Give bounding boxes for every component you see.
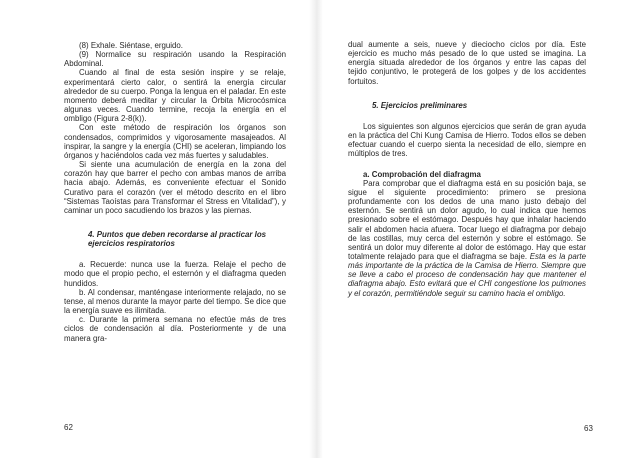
- paragraph: [348, 179, 586, 298]
- paragraph: dual aumente a seis, nueve y dieciocho ciclos por día. Este ejercicio es mucho más pesado de lo que usted se imagina. La energía situada alrededor de los órganos y entre las capas del tejido conjuntivo, le protegerá de los golpes y de los accidentes fortuitos.: [348, 40, 586, 86]
- paragraph: b. Al condensar, manténgase interiormente relajado, no se tense, al menos durante la mayor parte del tiempo. Se dice que la energía suave es ilimitada.: [64, 287, 286, 316]
- page-number: 63: [584, 424, 593, 433]
- section-heading: 5. Ejercicios preliminares: [372, 100, 468, 110]
- subsection-heading: a. Comprobación del diafragma: [363, 169, 481, 179]
- paragraph: Con este método de respiración los órganos son condensados, comprimidos y vigorosamente masajeados. Al inspirar, la sangre y la energía (CHI) se aceleran, limpiando los órganos y haciéndolos cada vez más fuertes y saludables.: [64, 123, 286, 160]
- paragraph: (8) Exhale. Siéntase, erguido.: [79, 41, 183, 50]
- paragraph: Si siente una acumulación de energía en la zona del corazón hay que barrer el pecho con ambas manos de arriba hacia abajo. Además, es conveniente efectuar el Sonido Curativo para el corazón (ver el método descrito en el libro “Sistemas Taoístas para Transformar el Stress en Vitalidad”), y caminar un poco sacudiendo los brazos y las piernas.: [64, 160, 286, 215]
- page-number: 62: [64, 423, 73, 432]
- paragraph: c. Durante la primera semana no efectúe más de tres ciclos de condensación al día. Posteriormente y de una manera gra-: [64, 315, 286, 343]
- paragraph: Cuando al final de esta sesión inspire y se relaje, experimentará cierto calor, o sentirá la energía circular alrededor de su cuerpo. Ponga la lengua en el paladar. En este momento deberá meditar y circular la Órbita Microcósmica algunas veces. Cuando termine, recoja la energía en el ombligo (Figura 2-8(k)).: [64, 68, 286, 124]
- right-page: [319, 0, 638, 458]
- left-text-column: [64, 41, 286, 343]
- paragraph: (9) Normalice su respiración usando la Respiración Abdominal.: [64, 50, 286, 69]
- emphasized-text: Esta es la parte más importante de la práctica de la Camisa de Hierro. Siempre que se lleve a cabo el proceso de condensación hay que mantener el diafragma abajo. Esto evitará que el CHI congestione los pulmones y el corazón, permitiéndole seguir su camino hacia el ombligo.: [348, 251, 586, 298]
- paragraph: a. Recuerde: nunca use la fuerza. Relaje el pecho de modo que el propio pecho, el esternón y el diafragma queden hundidos.: [64, 260, 286, 288]
- body-text: Para comprobar que el diafragma está en su posición baja, se sigue el siguiente procedimiento: primero se presiona profundamente con los dedos de una mano justo debajo del esternón. Se sentirá un dolor agudo, lo cual indica que hemos presionado sobre el estómago. Después hay que inhalar haciendo salir el abdomen hacia afuera. Tocar luego el diafragma por debajo de las costillas, muy cerca del esternón y sobre el estómago. Se sentirá un dolor muy diferente al dolor de estómago. Hay que estar totalmente relajado para que el diafragma se baje.: [348, 178, 586, 261]
- section-heading: 4. Puntos que deben recordarse al practicar los ejercicios respiratorios: [88, 229, 267, 249]
- paragraph: Los siguientes son algunos ejercicios que serán de gran ayuda en la práctica del Chi Kung Camisa de Hierro. Todos ellos se deben efectuar cuando el cuerpo sienta la necesidad de ello, siempre en múltiplos de tres.: [348, 121, 586, 159]
- right-text-column: [348, 40, 586, 298]
